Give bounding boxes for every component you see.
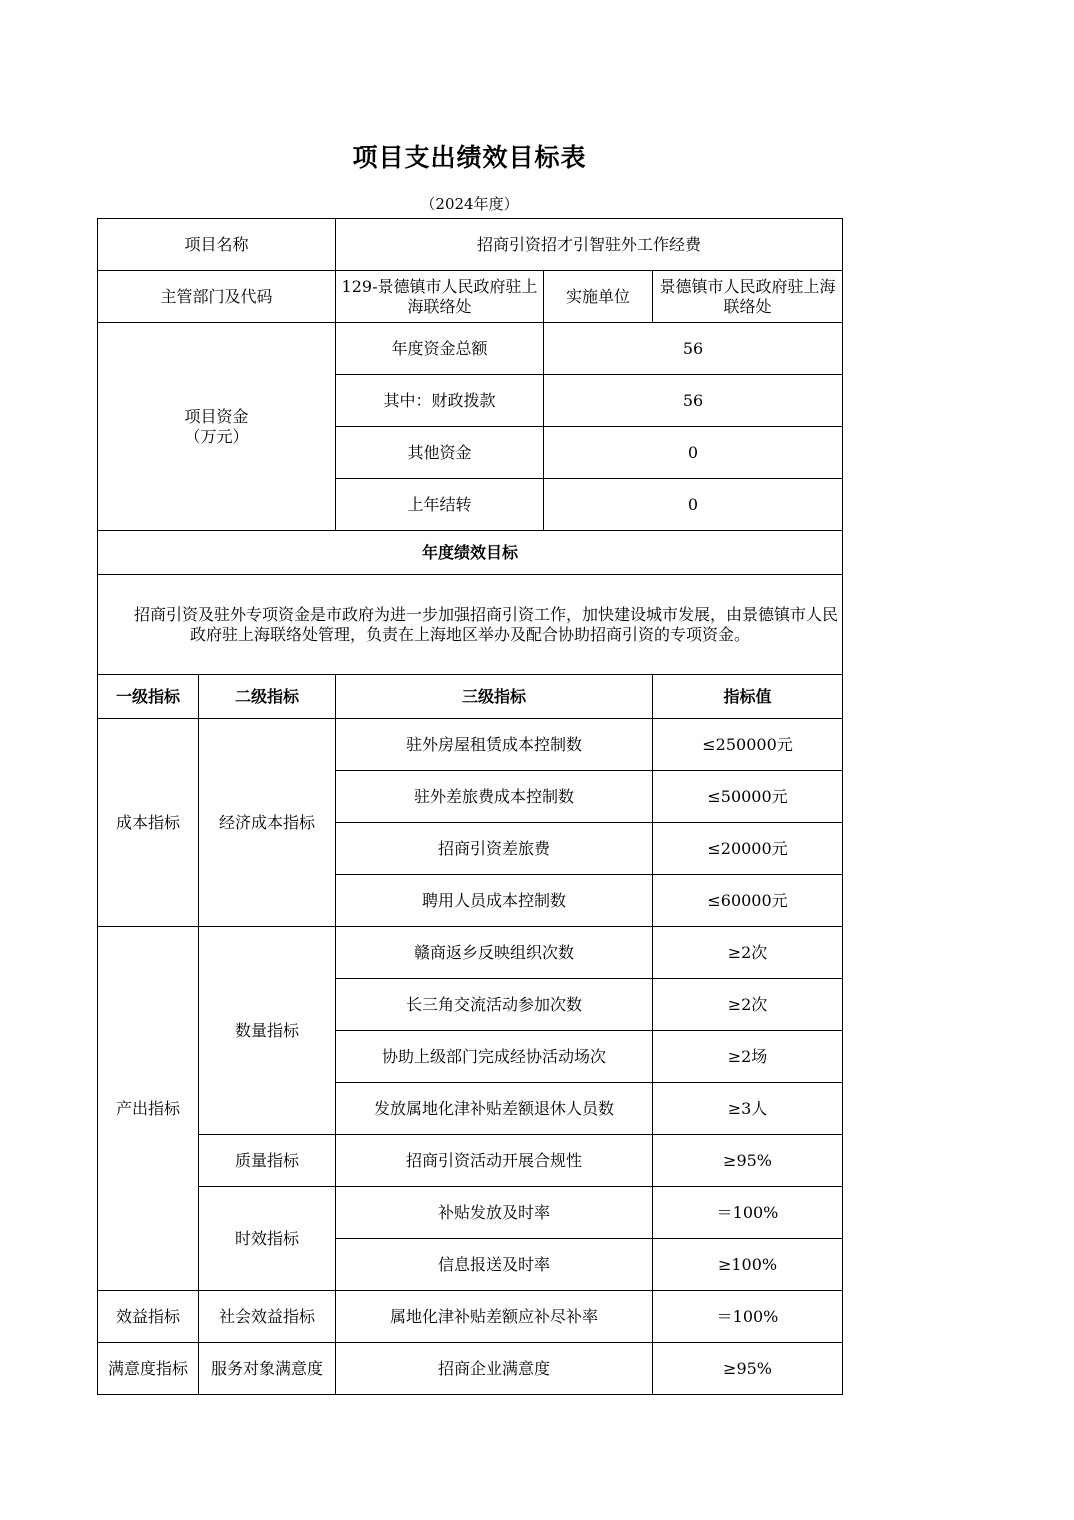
indicator-value: ≥3人 [653, 1083, 843, 1135]
indicator-row [98, 1187, 843, 1239]
project-name-row [98, 219, 843, 271]
indicator-value: ≥95% [653, 1135, 843, 1187]
funds-row-value: 56 [544, 323, 843, 375]
funds-row-label: 上年结转 [336, 479, 544, 531]
indicator-value: ≥2场 [653, 1031, 843, 1083]
indicator-value: ≥95% [653, 1343, 843, 1395]
indicator-row [98, 927, 843, 979]
dept-label: 主管部门及代码 [98, 271, 336, 323]
indicator-value: ≥2次 [653, 979, 843, 1031]
funds-row-value: 56 [544, 375, 843, 427]
indicator-name: 属地化津补贴差额应补尽补率 [336, 1291, 653, 1343]
indicator-row [98, 719, 843, 771]
indicator-name: 驻外差旅费成本控制数 [336, 771, 653, 823]
indicator-value: ≥100% [653, 1239, 843, 1291]
indicator-value: ≤20000元 [653, 823, 843, 875]
indicator-name: 长三角交流活动参加次数 [336, 979, 653, 1031]
funds-row [98, 323, 843, 375]
indicator-row [98, 1135, 843, 1187]
annual-goal-text-row [98, 575, 843, 675]
indicator-value: ≤60000元 [653, 875, 843, 927]
dept-value: 129-景德镇市人民政府驻上海联络处 [336, 271, 544, 323]
indicator-name: 发放属地化津补贴差额退休人员数 [336, 1083, 653, 1135]
level2-economic-cost: 经济成本指标 [199, 719, 336, 927]
header-value: 指标值 [653, 675, 843, 719]
project-name-value: 招商引资招才引智驻外工作经费 [336, 219, 843, 271]
level1-satisfaction: 满意度指标 [98, 1343, 199, 1395]
level2-quality: 质量指标 [199, 1135, 336, 1187]
indicator-row [98, 1343, 843, 1395]
fiscal-year: （2024年度） [420, 195, 519, 213]
level2-quantity: 数量指标 [199, 927, 336, 1135]
indicator-value: ≤50000元 [653, 771, 843, 823]
funds-label-text: 项目资金 [184, 406, 249, 426]
indicator-name: 赣商返乡反映组织次数 [336, 927, 653, 979]
funds-row-label: 其他资金 [336, 427, 544, 479]
indicator-name: 招商企业满意度 [336, 1343, 653, 1395]
indicator-value: ≥2次 [653, 927, 843, 979]
dept-row [98, 271, 843, 323]
annual-goal-header-row [98, 531, 843, 575]
indicator-value: ≤250000元 [653, 719, 843, 771]
funds-row-label: 年度资金总额 [336, 323, 544, 375]
indicator-name: 驻外房屋租赁成本控制数 [336, 719, 653, 771]
funds-row-value: 0 [544, 427, 843, 479]
level1-cost: 成本指标 [98, 719, 199, 927]
indicator-name: 协助上级部门完成经协活动场次 [336, 1031, 653, 1083]
project-name-label: 项目名称 [98, 219, 336, 271]
performance-table [97, 218, 843, 1395]
indicator-header-row [98, 675, 843, 719]
level2-service-satisfaction: 服务对象满意度 [199, 1343, 336, 1395]
page-title: 项目支出绩效目标表 [352, 143, 587, 172]
indicator-row [98, 1291, 843, 1343]
level2-social-benefit: 社会效益指标 [199, 1291, 336, 1343]
level1-output: 产出指标 [98, 927, 199, 1291]
annual-goal-description: 招商引资及驻外专项资金是市政府为进一步加强招商引资工作，加快建设城市发展，由景德镇市人民政府驻上海联络处管理，负责在上海地区举办及配合协助招商引资的专项资金。 [134, 604, 839, 644]
impl-unit-value: 景德镇市人民政府驻上海联络处 [653, 271, 843, 323]
indicator-name: 招商引资差旅费 [336, 823, 653, 875]
indicator-value: ＝100% [653, 1291, 843, 1343]
funds-row-label: 其中：财政拨款 [336, 375, 544, 427]
impl-unit-label: 实施单位 [544, 271, 653, 323]
header-level1: 一级指标 [98, 675, 199, 719]
indicator-name: 信息报送及时率 [336, 1239, 653, 1291]
funds-row-value: 0 [544, 479, 843, 531]
indicator-value: ＝100% [653, 1187, 843, 1239]
header-level3: 三级指标 [336, 675, 653, 719]
indicator-name: 补贴发放及时率 [336, 1187, 653, 1239]
level1-benefit: 效益指标 [98, 1291, 199, 1343]
funds-unit-text: （万元） [184, 426, 249, 446]
indicator-name: 聘用人员成本控制数 [336, 875, 653, 927]
header-level2: 二级指标 [199, 675, 336, 719]
annual-goal-text [98, 575, 843, 675]
indicator-name: 招商引资活动开展合规性 [336, 1135, 653, 1187]
level2-timeliness: 时效指标 [199, 1187, 336, 1291]
annual-goal-header: 年度绩效目标 [98, 531, 843, 575]
funds-label [98, 323, 336, 531]
